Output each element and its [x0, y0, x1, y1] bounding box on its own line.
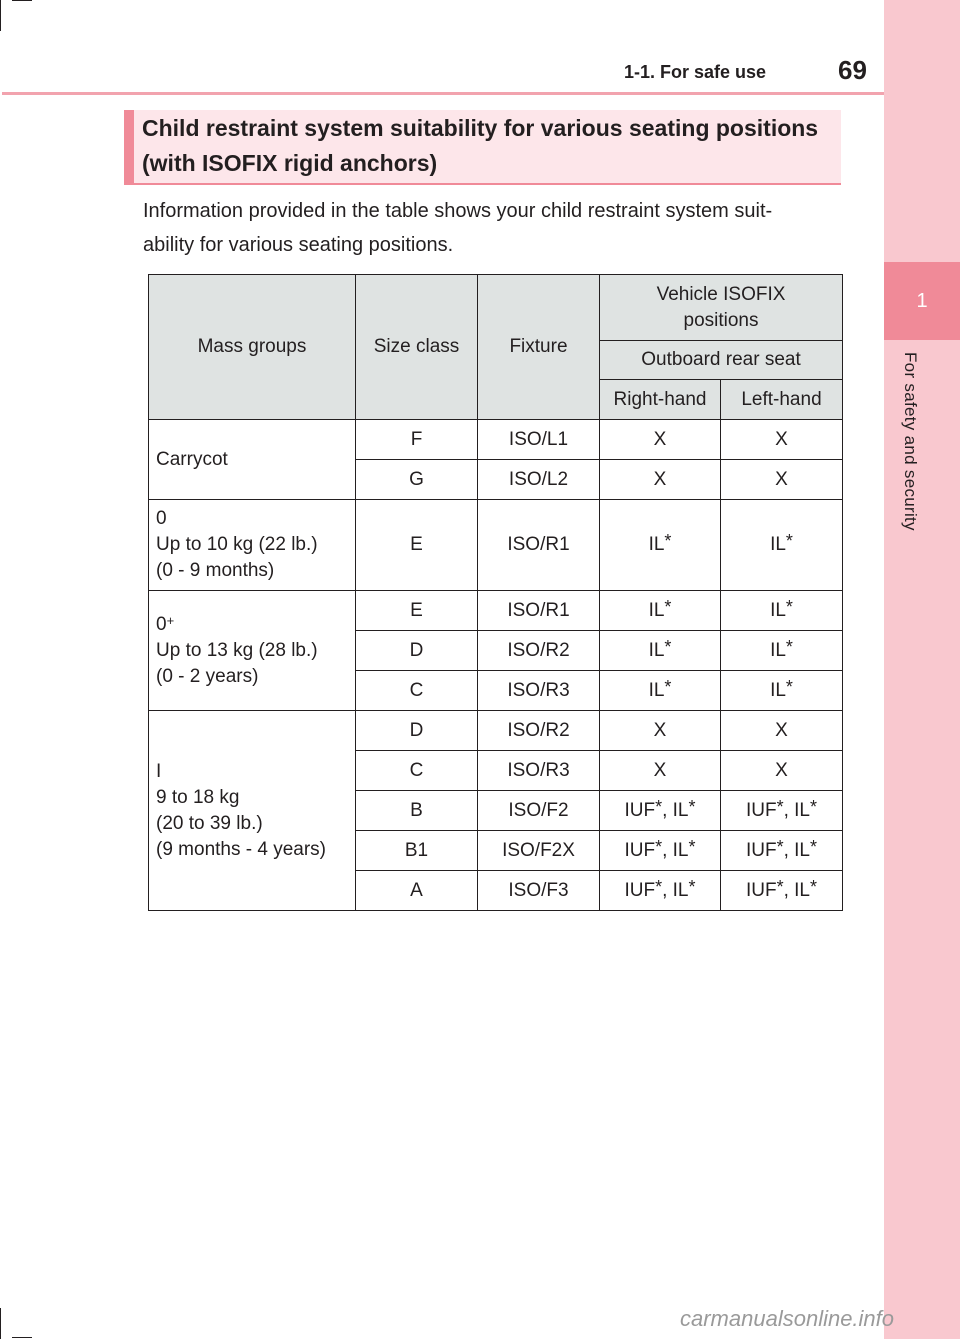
footnote-asterisk: * [785, 676, 793, 697]
cell-left-hand: X [721, 751, 843, 791]
crop-mark-bottom-left-v [0, 1308, 1, 1339]
footnote-asterisk: * [655, 796, 663, 817]
group-0-plus-sup: + [166, 612, 175, 628]
cell-value: , IL [783, 799, 810, 821]
watermark: carmanualsonline.info [680, 1306, 895, 1331]
cell-left-hand: X [721, 420, 843, 460]
table-row [149, 591, 843, 631]
footnote-asterisk: * [664, 596, 672, 617]
cell-left-hand: X [721, 460, 843, 500]
cell-value: IL [648, 639, 665, 661]
cell-value: IUF [624, 879, 656, 901]
cell-left-hand [721, 871, 843, 911]
cell-value: IL [770, 639, 786, 661]
group-0-plus [149, 591, 356, 711]
table-row [149, 420, 843, 460]
cell-value: IL [770, 534, 786, 555]
cell-value: IL [648, 534, 665, 555]
group-0 [149, 500, 356, 591]
cell-left-hand [721, 791, 843, 831]
cell-size: B1 [356, 831, 478, 871]
cell-right-hand [600, 791, 721, 831]
cell-size: G [356, 460, 478, 500]
header-left-hand: Left-hand [721, 380, 843, 420]
cell-value: IUF [745, 799, 777, 821]
intro-paragraph [143, 194, 843, 262]
cell-fixture: ISO/F2X [478, 831, 600, 871]
cell-value: IUF [624, 799, 656, 821]
group-carrycot: Carrycot [149, 420, 356, 500]
cell-left-hand: X [721, 711, 843, 751]
footnote-asterisk: * [776, 796, 784, 817]
group-1-line2: 9 to 18 kg [156, 786, 240, 808]
cell-value: IL [770, 599, 786, 621]
cell-right-hand: X [600, 751, 721, 791]
footnote-asterisk: * [785, 636, 793, 657]
table-row [149, 500, 843, 591]
cell-size: C [356, 671, 478, 711]
header-outboard-rear-seat: Outboard rear seat [600, 341, 843, 380]
cell-size: B [356, 791, 478, 831]
footnote-asterisk: * [655, 876, 663, 897]
cell-size: A [356, 871, 478, 911]
cell-right-hand: X [600, 420, 721, 460]
cell-size: C [356, 751, 478, 791]
isofix-suitability-table [148, 274, 843, 911]
footnote-asterisk: * [776, 876, 784, 897]
footnote-asterisk: * [688, 796, 696, 817]
group-1-line4: (9 months - 4 years) [156, 838, 326, 860]
cell-right-hand [600, 871, 721, 911]
cell-left-hand [721, 631, 843, 671]
section-title-line1: Child restraint system suitability for various seating positions [142, 115, 819, 141]
cell-left-hand [721, 591, 843, 631]
cell-fixture: ISO/R1 [478, 500, 600, 591]
footnote-asterisk: * [688, 836, 696, 857]
footnote-asterisk: * [810, 796, 818, 817]
footnote-asterisk: * [664, 531, 672, 551]
footnote-asterisk: * [655, 836, 663, 857]
footnote-asterisk: * [810, 876, 818, 897]
crop-mark-top-left-h [12, 0, 32, 1]
header-vehicle-isofix-line1: Vehicle ISOFIX [656, 283, 786, 305]
group-0-line2: Up to 10 kg (22 lb.) [156, 534, 318, 555]
cell-value: IL [770, 679, 786, 701]
chapter-label: For safety and security [901, 352, 920, 531]
group-1-line1: I [156, 760, 162, 782]
cell-fixture: ISO/R1 [478, 591, 600, 631]
intro-line2: ability for various seating positions. [143, 234, 454, 256]
cell-value: , IL [662, 879, 689, 901]
cell-fixture: ISO/R3 [478, 751, 600, 791]
cell-right-hand [600, 500, 721, 591]
section-heading [124, 110, 841, 185]
cell-size: D [356, 711, 478, 751]
footnote-asterisk: * [810, 836, 818, 857]
cell-value: IL [648, 679, 665, 701]
header-vehicle-isofix-line2: positions [683, 309, 759, 331]
cell-fixture: ISO/L2 [478, 460, 600, 500]
cell-left-hand [721, 500, 843, 591]
cell-value: IUF [745, 879, 777, 901]
side-tab [884, 0, 960, 1339]
cell-fixture: ISO/F2 [478, 791, 600, 831]
cell-fixture: ISO/F3 [478, 871, 600, 911]
footnote-asterisk: * [664, 636, 672, 657]
cell-value: IUF [745, 839, 777, 861]
header-vehicle-isofix [600, 275, 843, 341]
group-1 [149, 711, 356, 911]
cell-value: , IL [783, 879, 810, 901]
cell-size: E [356, 591, 478, 631]
header-mass-groups: Mass groups [149, 275, 356, 420]
crop-mark-bottom-left-h [12, 1337, 32, 1338]
cell-value: , IL [783, 839, 810, 861]
cell-fixture: ISO/R2 [478, 631, 600, 671]
running-head: 1-1. For safe use [624, 62, 767, 82]
footnote-asterisk: * [785, 531, 793, 551]
cell-value: , IL [662, 799, 689, 821]
cell-size: E [356, 500, 478, 591]
table-row [149, 711, 843, 751]
crop-mark-top-left-v [0, 0, 1, 31]
cell-size: D [356, 631, 478, 671]
section-title-line2: (with ISOFIX rigid anchors) [142, 150, 438, 176]
footnote-asterisk: * [688, 876, 696, 897]
header-size-class: Size class [356, 275, 478, 420]
page-number: 69 [838, 55, 867, 85]
cell-size: F [356, 420, 478, 460]
cell-right-hand [600, 591, 721, 631]
cell-fixture: ISO/L1 [478, 420, 600, 460]
group-1-line3: (20 to 39 lb.) [156, 812, 263, 834]
cell-fixture: ISO/R3 [478, 671, 600, 711]
cell-right-hand [600, 631, 721, 671]
cell-right-hand: X [600, 711, 721, 751]
chapter-number: 1 [884, 262, 960, 340]
footnote-asterisk: * [785, 596, 793, 617]
cell-fixture: ISO/R2 [478, 711, 600, 751]
group-0-line3: (0 - 9 months) [156, 560, 275, 581]
cell-right-hand [600, 671, 721, 711]
cell-value: , IL [662, 839, 689, 861]
header-right-hand: Right-hand [600, 380, 721, 420]
group-0-line1: 0 [156, 508, 167, 529]
group-0-plus-line2: Up to 13 kg (28 lb.) [156, 639, 318, 661]
cell-value: IUF [624, 839, 656, 861]
cell-value: IL [648, 599, 665, 621]
cell-right-hand: X [600, 460, 721, 500]
intro-line1: Information provided in the table shows your child restraint system suit- [143, 200, 773, 222]
footnote-asterisk: * [664, 676, 672, 697]
cell-right-hand [600, 831, 721, 871]
cell-left-hand [721, 671, 843, 711]
group-0-plus-line1: 0 [156, 613, 167, 635]
footnote-asterisk: * [776, 836, 784, 857]
header-fixture: Fixture [478, 275, 600, 420]
group-0-plus-line3: (0 - 2 years) [156, 665, 259, 687]
header-rule [2, 92, 884, 95]
cell-left-hand [721, 831, 843, 871]
